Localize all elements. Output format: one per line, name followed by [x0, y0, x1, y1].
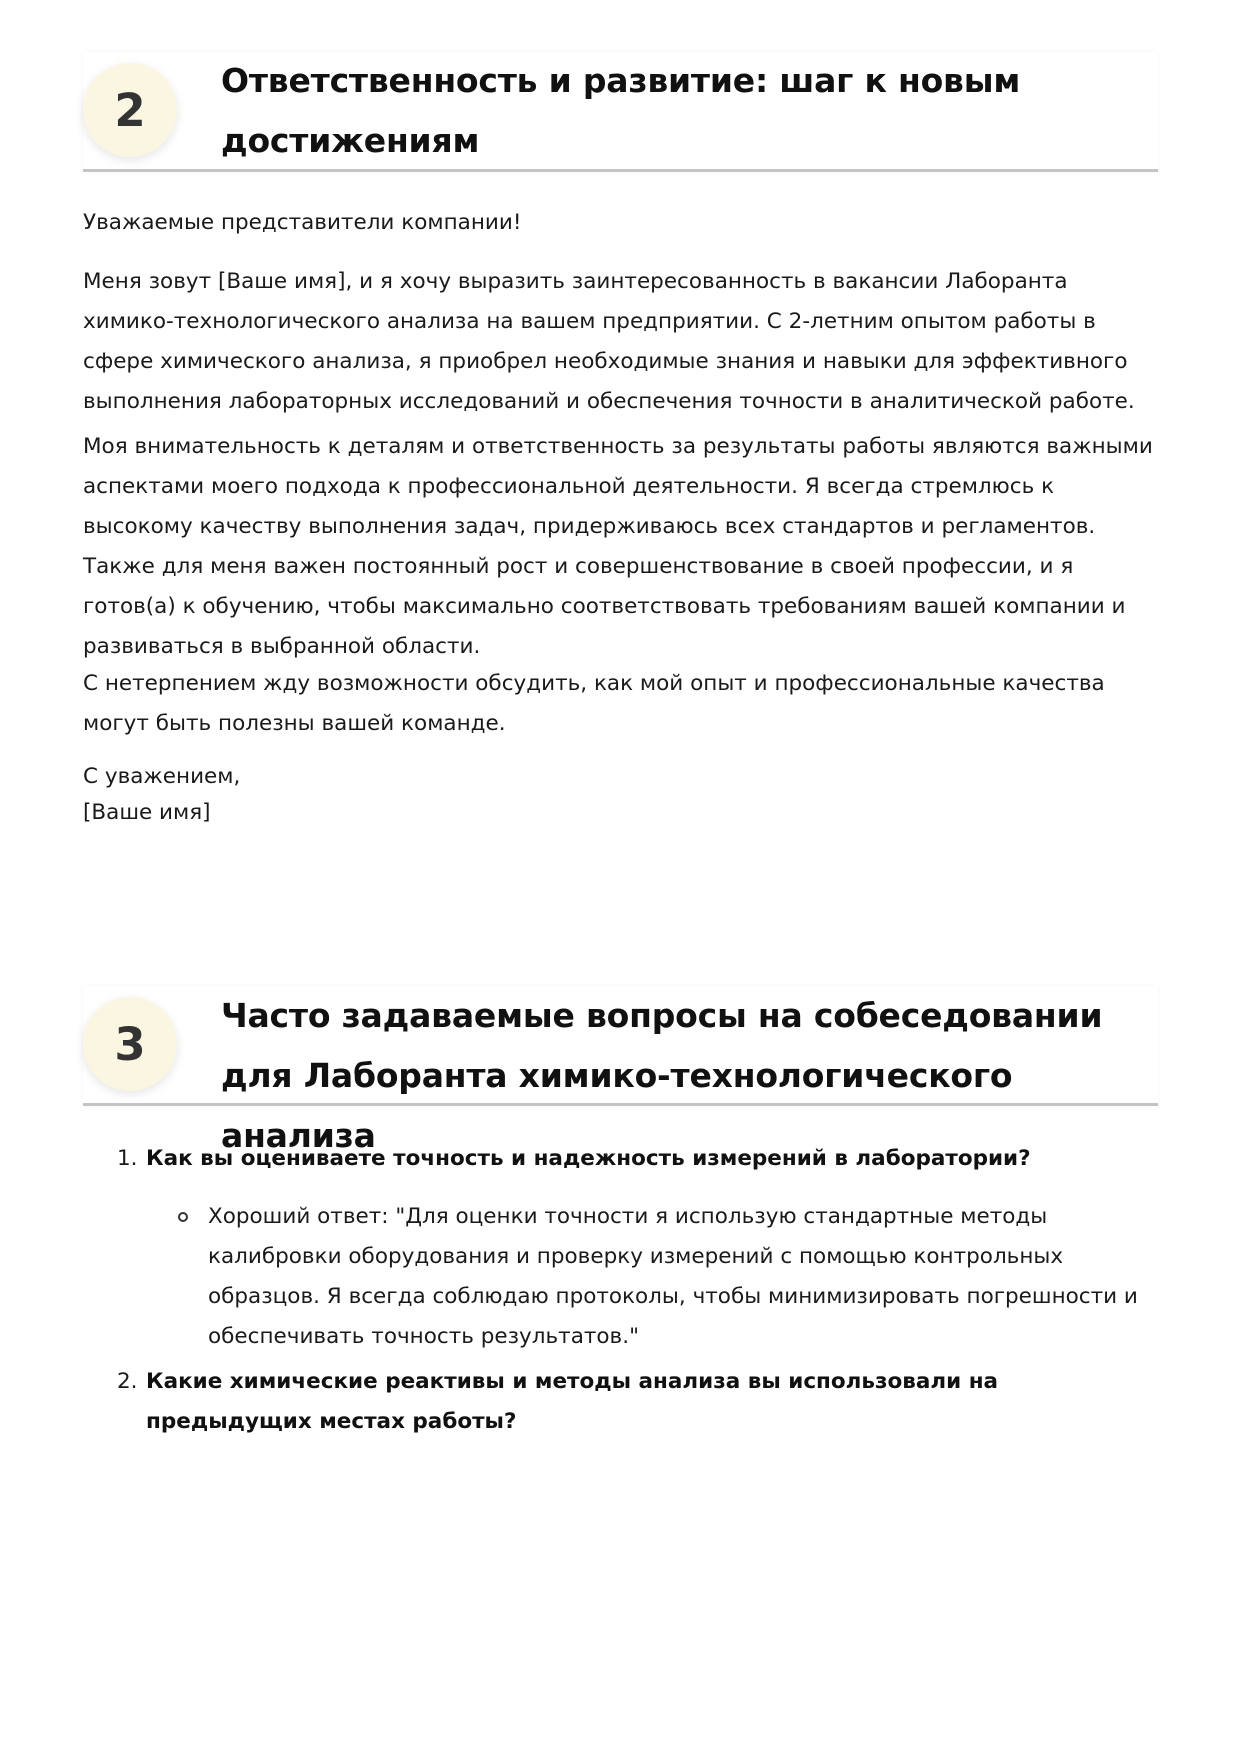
faq-question: Какие химические реактивы и методы анализа вы использовали на предыдущих местах работы? — [146, 1369, 999, 1434]
section-header-2 — [83, 52, 1158, 172]
section-number-badge: 3 — [83, 997, 177, 1091]
faq-answer: Хороший ответ: "Для оценки точности я использую стандартные методы калибровки оборудования и проверку измерений с помощью контрольных образцов. Я всегда соблюдаю протоколы, чтобы минимизировать погрешности и обеспечивать точность результатов." — [208, 1204, 1138, 1349]
letter-paragraph: Моя внимательность к деталям и ответственность за результаты работы являются важными аспектами моего подхода к профессиональной деятельности. Я всегда стремлюсь к высокому качеству выполнения задач, придерживаюсь всех стандартов и регламентов. Также для меня важен постоянный рост и совершенствование в своей профессии, и я готов(а) к обучению, чтобы максимально соответствовать требованиям вашей компании и развиваться в выбранной области. — [83, 434, 1153, 659]
letter-paragraph: С нетерпением жду возможности обсудить, как мой опыт и профессиональные качества могут быть полезны вашей команде. — [83, 671, 1105, 736]
letter-signature: [Ваше имя] — [83, 800, 211, 825]
letter-paragraph: Меня зовут [Ваше имя], и я хочу выразить заинтересованность в вакансии Лаборанта химико-технологического анализа на вашем предприятии. С 2-летним опытом работы в сфере химического анализа, я приобрел необходимые знания и навыки для эффективного выполнения лабораторных исследований и обеспечения точности в аналитической работе. — [83, 269, 1135, 414]
list-item-number: 1. — [117, 1146, 138, 1171]
section-title: Ответственность и развитие: шаг к новым достижениям — [221, 61, 1021, 160]
letter-greeting: Уважаемые представители компании! — [83, 210, 522, 235]
bullet-circle-icon — [178, 1212, 188, 1222]
list-item-number: 2. — [117, 1369, 138, 1394]
letter-closing: С уважением, — [83, 764, 241, 789]
section-number-badge: 2 — [83, 63, 177, 157]
section-title: Часто задаваемые вопросы на собеседовании для Лаборанта химико-технологического анализа — [221, 996, 1103, 1155]
section-header-3 — [83, 986, 1158, 1155]
faq-question: Как вы оцениваете точность и надежность измерений в лаборатории? — [146, 1146, 1031, 1171]
